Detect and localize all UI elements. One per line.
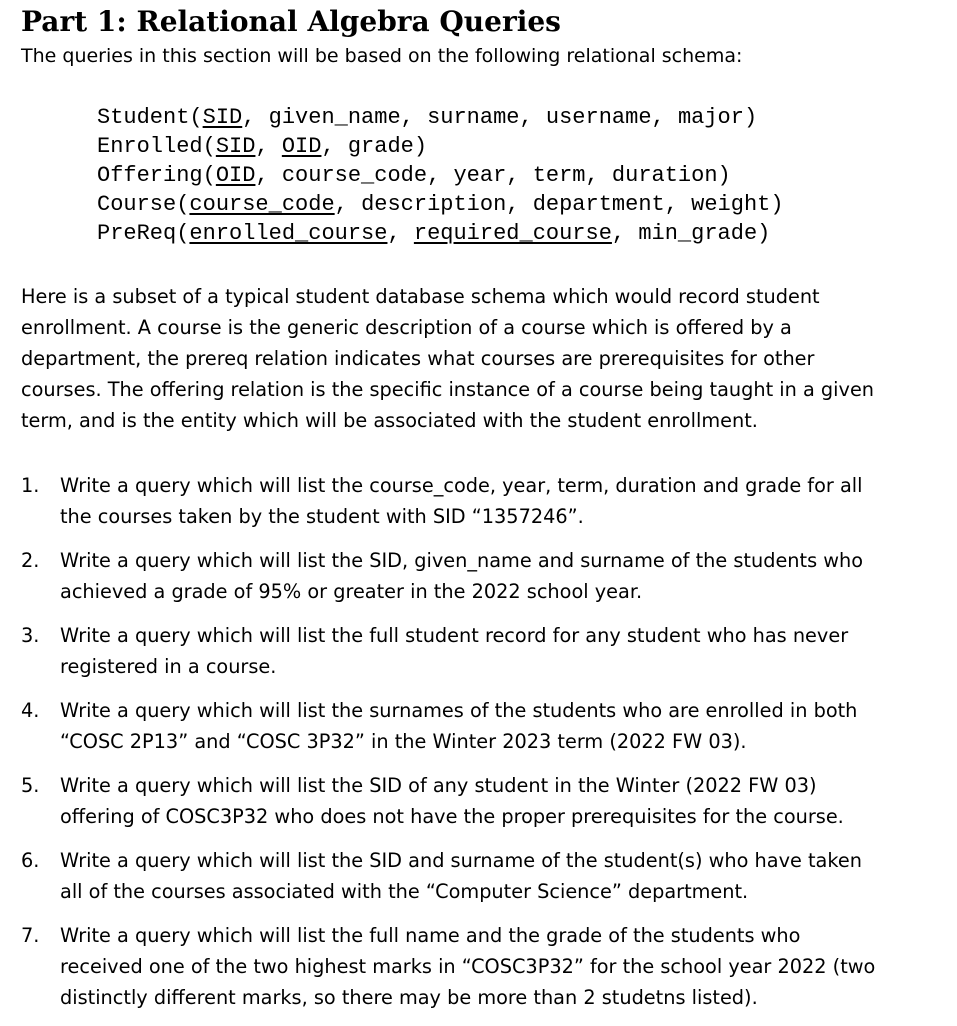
question-item (21, 695, 941, 757)
attribute: year (453, 163, 507, 188)
relation-name: Course (97, 192, 177, 217)
question-text-line: received one of the two highest marks in “COSC3P32” for the school year 2022 (two (60, 955, 876, 978)
relational-schema (97, 103, 784, 248)
attribute: surname (427, 105, 520, 130)
description-line: term, and is the entity which will be associated with the student enrollment. (21, 409, 758, 432)
question-text-line: Write a query which will list the course_code, year, term, duration and grade for all (60, 474, 863, 497)
attribute: description (361, 192, 507, 217)
question-text-line: Write a query which will list the SID and surname of the student(s) who have taken (60, 849, 862, 872)
question-text-line: Write a query which will list the SID of any student in the Winter (2022 FW 03) (60, 774, 817, 797)
question-text-line: Write a query which will list the full name and the grade of the students who (60, 924, 801, 947)
attribute: min_grade (638, 221, 758, 246)
question-text-line: registered in a course. (60, 655, 277, 678)
attribute: course_code (281, 163, 428, 188)
primary-key-attribute: SID (215, 134, 256, 159)
attribute: username (545, 105, 652, 130)
primary-key-attribute: course_code (189, 192, 335, 217)
description-line: department, the prereq relation indicates what courses are prerequisites for other (21, 347, 815, 370)
question-item (21, 545, 941, 607)
relation-name: Enrolled (97, 134, 203, 159)
question-text-line: “COSC 2P13” and “COSC 3P32” in the Winter 2023 term (2022 FW 03). (60, 730, 747, 753)
schema-relation-prereq: PreReq(enrolled_course, required_course, min_grade) (97, 221, 771, 246)
question-number: 4. (21, 699, 40, 722)
question-text-line: Write a query which will list the surnames of the students who are enrolled in both (60, 699, 858, 722)
question-number: 7. (21, 924, 40, 947)
question-item (21, 845, 941, 907)
schema-relation-offering: Offering(OID, course_code, year, term, duration) (97, 163, 731, 188)
description-line: enrollment. A course is the generic description of a course which is offered by a (21, 316, 792, 339)
question-text-line: the courses taken by the student with SID “1357246”. (60, 505, 584, 528)
schema-description (21, 281, 941, 436)
primary-key-attribute: enrolled_course (189, 221, 388, 246)
attribute: department (532, 192, 665, 217)
question-list (21, 470, 941, 1026)
attribute: weight (691, 192, 771, 217)
question-text-line: achieved a grade of 95% or greater in the 2022 school year. (60, 580, 643, 603)
attribute: term (532, 163, 586, 188)
question-item (21, 770, 941, 832)
attribute: major (677, 105, 744, 130)
question-number: 5. (21, 774, 40, 797)
relation-name: Offering (97, 163, 203, 188)
schema-relation-student: Student(SID, given_name, surname, username, major) (97, 105, 758, 130)
schema-relation-enrolled: Enrolled(SID, OID, grade) (97, 134, 428, 159)
intro-text: The queries in this section will be based on the following relational schema: (21, 45, 743, 67)
attribute: duration (611, 163, 718, 188)
description-line: courses. The offering relation is the specific instance of a course being taught in a given (21, 378, 875, 401)
schema-relation-course: Course(course_code, description, department, weight) (97, 192, 784, 217)
primary-key-attribute: SID (202, 105, 243, 130)
question-text-line: offering of COSC3P32 who does not have the proper prerequisites for the course. (60, 805, 844, 828)
question-item (21, 620, 941, 682)
relation-name: PreReq (97, 221, 177, 246)
primary-key-attribute: OID (215, 163, 256, 188)
attribute: grade (347, 134, 414, 159)
question-text-line: distinctly different marks, so there may be more than 2 studetns listed). (60, 986, 758, 1009)
question-text-line: Write a query which will list the SID, given_name and surname of the students who (60, 549, 864, 572)
question-number: 1. (21, 474, 40, 497)
relation-name: Student (97, 105, 190, 130)
question-text-line: Write a query which will list the full student record for any student who has never (60, 624, 849, 647)
attribute: given_name (268, 105, 401, 130)
question-number: 3. (21, 624, 40, 647)
primary-key-attribute: required_course (413, 221, 612, 246)
question-item (21, 470, 941, 532)
question-item (21, 920, 941, 1013)
description-line: Here is a subset of a typical student database schema which would record student (21, 285, 820, 308)
question-text-line: all of the courses associated with the “Computer Science” department. (60, 880, 749, 903)
section-heading: Part 1: Relational Algebra Queries (21, 5, 561, 38)
primary-key-attribute: OID (281, 134, 322, 159)
question-number: 6. (21, 849, 40, 872)
question-number: 2. (21, 549, 40, 572)
